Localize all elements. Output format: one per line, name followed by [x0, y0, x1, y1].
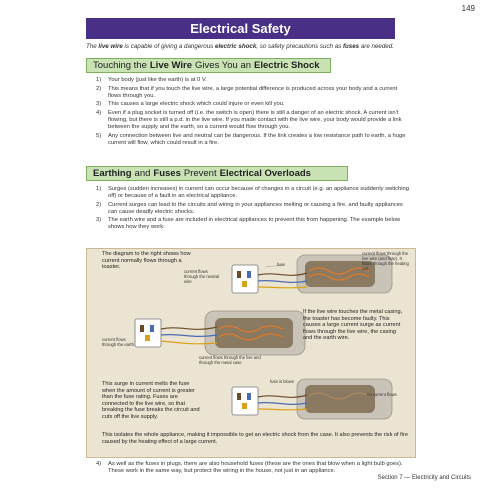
toaster-diagram-drawing — [87, 249, 417, 459]
list-item: 3) The earth wire and a fuse are included in electrical appliances to prevent this from happening. The example below shows how they work: — [96, 217, 401, 231]
list-item: 2) Current surges can lead to the circuits and wiring in your appliances melting or causing a fire, and faulty appliances can cause deadly electric shocks. — [96, 201, 403, 215]
intro-text: The live wire is capable of giving a dangerous electric shock, so safety precautions such as fuses are needed. — [86, 43, 394, 50]
live-wire-list — [96, 77, 412, 148]
list-item: 3) This causes a large electric shock which could injure or even kill you. — [96, 101, 285, 108]
diagram-text-fuse-melts: This surge in current melts the fuse when the amount of current is greater than the fuse rating. Fuses are connected to the live wire, so that breaking the fuse breaks the circuit and cuts off the live supply. — [102, 381, 200, 420]
page-number: 149 — [461, 4, 475, 13]
callout-fuse-blown: fuse is blown — [270, 379, 295, 384]
callout-neutral-wire: current flows through the neutral wire — [184, 269, 220, 284]
callout-live-wire: current flows through the live wire (and fuse). It flows through the heating coil. — [362, 251, 409, 271]
list-item: 4) As well as the fuses in plugs, there are also household fuses (these are the ones that blow when a light bulb goes). These work in the same way, but protect the wiring in the house, not just in an appliance. — [96, 461, 403, 475]
callout-fuse: fuse — [277, 262, 285, 267]
toaster-diagram-panel — [86, 248, 416, 458]
callout-earth: current flows through the earth — [102, 337, 134, 347]
section-heading-earthing-fuses: Earthing and Fuses Prevent Electrical Overloads — [86, 166, 348, 181]
earthing-list — [96, 186, 412, 233]
toaster-faulty-illustration — [205, 311, 305, 355]
household-fuses-list — [96, 461, 412, 477]
callout-no-current: no current flows — [367, 392, 397, 397]
callout-live-and-case: current flows through the live and through the metal case — [199, 355, 261, 365]
page-title: Electrical Safety — [86, 18, 395, 39]
diagram-text-normal-flow: The diagram to the right shows how current normally flows through a toaster. — [102, 251, 191, 271]
diagram-text-isolates: This isolates the whole appliance, making it impossible to get an electric shock from the case. It also prevents the risk of fire caused by the heating effect of a large current. — [102, 432, 408, 445]
list-item: 1) Surges (sudden increases) in current can occur because of changes in a circuit (e.g. an appliance suddenly switching off) or because of a fault in an electrical appliance. — [96, 186, 409, 200]
list-item: 4) Even if a plug socket is turned off (i.e. the switch is open) there is still a danger of an electric shock. A current isn't flowing, but there is still a p.d. in the live wire. If you made contact with the live wire, your body would provide a link between the supply and the earth, so a current would flow through you. — [96, 109, 402, 131]
section-heading-live-wire: Touching the Live Wire Gives You an Electric Shock — [86, 58, 331, 73]
page-footer: Section 7 — Electricity and Circuits — [377, 475, 471, 481]
plug-normal-illustration — [232, 265, 258, 293]
plug-faulty-illustration — [135, 319, 161, 347]
diagram-text-faulty: If the live wire touches the metal casing, the toaster has become faulty. This causes a large current surge as current flows through the live wire, the casing and the earth wire. — [303, 309, 403, 342]
list-item: 5) Any connection between live and neutral can be dangerous. If the link creates a low resistance path to earth, a huge current will flow, which could result in a fire. — [96, 132, 406, 146]
toaster-blown-fuse-illustration — [297, 379, 392, 419]
plug-blown-fuse-illustration — [232, 387, 258, 415]
list-item: 2) This means that if you touch the live wire, a large potential difference is produced across your body and a current flows through you. — [96, 85, 398, 99]
list-item: 1) Your body (just like the earth) is at 0 V. — [96, 77, 207, 83]
